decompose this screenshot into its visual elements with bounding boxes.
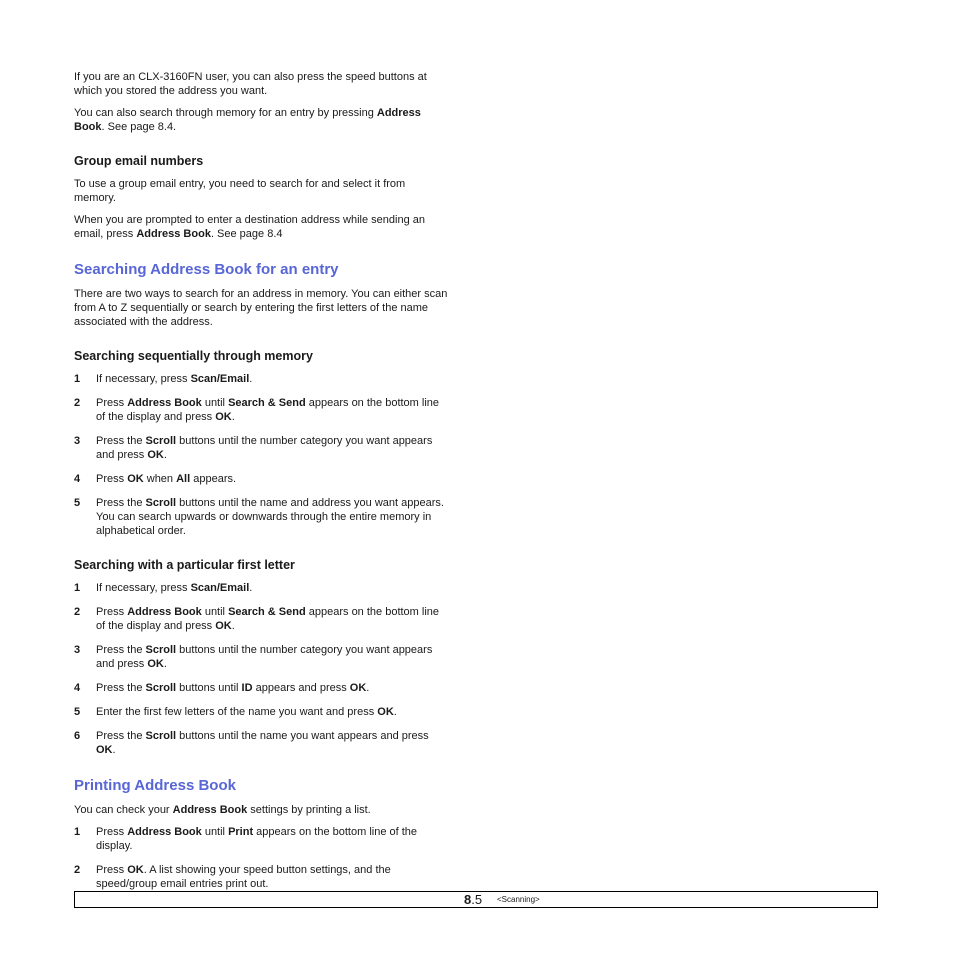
step-text: Press Address Book until Print appears on the bottom line of the display. xyxy=(96,826,418,852)
first-letter-heading: Searching with a particular first letter xyxy=(74,558,295,572)
step-number: 3 xyxy=(74,644,81,656)
step-item xyxy=(74,581,450,595)
step-text: If necessary, press Scan/Email. xyxy=(96,582,253,594)
printing-intro: You can check your Address Book settings by printing a list. xyxy=(74,804,371,816)
step-item xyxy=(74,705,450,719)
step-number: 2 xyxy=(74,606,81,618)
step-number: 1 xyxy=(74,373,81,385)
step-text: Press the Scroll buttons until the name and address you want appears. You can search upwards or downwards through the entire memory in alphabetical order. xyxy=(96,497,444,537)
step-number: 1 xyxy=(74,582,81,594)
step-number: 2 xyxy=(74,397,81,409)
step-number: 5 xyxy=(74,706,81,718)
page-number-suffix: .5 xyxy=(471,892,483,907)
step-item xyxy=(74,729,450,757)
step-item xyxy=(74,681,450,695)
searching-section-title: Searching Address Book for an entry xyxy=(74,261,339,278)
step-item xyxy=(74,396,450,424)
step-text: Press the Scroll buttons until the number category you want appears and press OK. xyxy=(96,435,433,461)
step-item xyxy=(74,863,450,891)
step-text: Enter the first few letters of the name you want and press OK. xyxy=(96,706,397,718)
printing-steps xyxy=(74,825,450,891)
step-text: Press OK. A list showing your speed button settings, and the speed/group email entries print out. xyxy=(96,864,391,890)
step-item xyxy=(74,643,450,671)
step-item xyxy=(74,472,450,486)
step-number: 4 xyxy=(74,682,81,694)
printing-section-title: Printing Address Book xyxy=(74,777,236,794)
step-text: Press the Scroll buttons until the name you want appears and press OK. xyxy=(96,730,429,756)
chapter-number: 8 xyxy=(464,892,472,907)
step-number: 5 xyxy=(74,497,81,509)
content-column xyxy=(74,70,450,901)
sequential-heading: Searching sequentially through memory xyxy=(74,349,313,363)
step-text: Press Address Book until Search & Send appears on the bottom line of the display and press OK. xyxy=(96,397,440,423)
sequential-steps xyxy=(74,372,450,538)
step-text: Press OK when All appears. xyxy=(96,473,237,485)
step-number: 1 xyxy=(74,826,81,838)
step-item xyxy=(74,496,450,538)
step-item xyxy=(74,605,450,633)
step-number: 2 xyxy=(74,864,81,876)
page-footer xyxy=(74,891,878,908)
step-item xyxy=(74,434,450,462)
group-email-heading: Group email numbers xyxy=(74,154,204,168)
step-item xyxy=(74,825,450,853)
group-email-paragraph: When you are prompted to enter a destination address while sending an email, press Address Book. See page 8.4 xyxy=(74,214,425,240)
first-letter-steps xyxy=(74,581,450,757)
page-number xyxy=(464,892,482,908)
step-text: Press the Scroll buttons until ID appears and press OK. xyxy=(96,682,370,694)
intro-paragraph: You can also search through memory for an entry by pressing Address Book. See page 8.4. xyxy=(74,107,421,133)
step-text: If necessary, press Scan/Email. xyxy=(96,373,253,385)
searching-intro: There are two ways to search for an address in memory. You can either scan from A to Z sequentially or search by entering the first letters of the name associated with the address. xyxy=(74,288,448,328)
step-item xyxy=(74,372,450,386)
chapter-name: <Scanning> xyxy=(497,895,540,904)
step-number: 3 xyxy=(74,435,81,447)
group-email-paragraph: To use a group email entry, you need to search for and select it from memory. xyxy=(74,178,406,204)
step-number: 4 xyxy=(74,473,81,485)
intro-paragraph: If you are an CLX-3160FN user, you can also press the speed buttons at which you stored the address you want. xyxy=(74,71,427,97)
step-number: 6 xyxy=(74,730,81,742)
step-text: Press the Scroll buttons until the number category you want appears and press OK. xyxy=(96,644,433,670)
step-text: Press Address Book until Search & Send appears on the bottom line of the display and press OK. xyxy=(96,606,440,632)
